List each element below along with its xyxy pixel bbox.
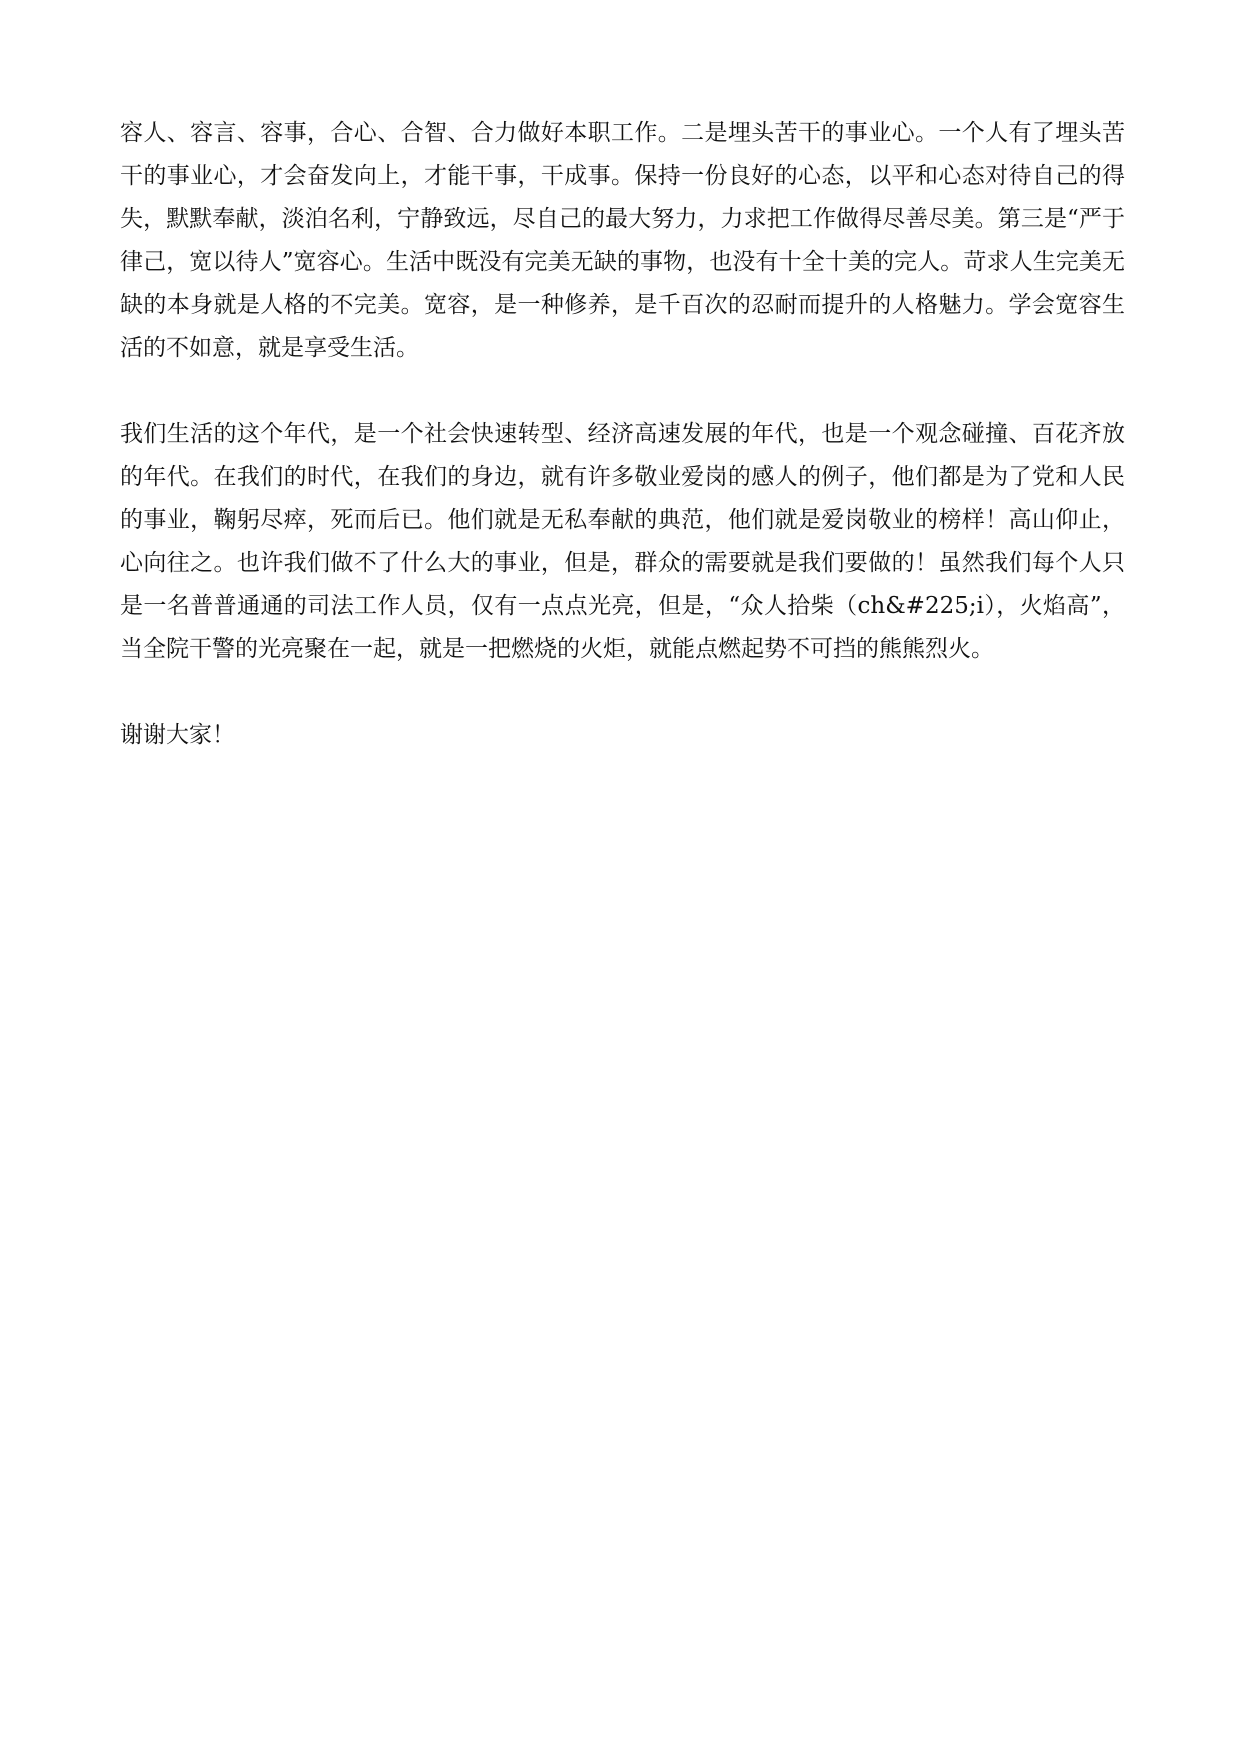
closing-thanks: 谢谢大家！ <box>120 722 235 748</box>
paragraph-era: 我们生活的这个年代，是一个社会快速转型、经济高速发展的年代，也是一个观念碰撞、百花齐放的年代。在我们的时代，在我们的身边，就有许多敬业爱岗的感人的例子，他们都是为了党和人民的事业，鞠躬尽瘁，死而后已。他们就是无私奉献的典范，他们就是爱岗敬业的榜样！高山仰止，心向往之。也许我们做不了什么大的事业，但是，群众的需要就是我们要做的！虽然我们每个人只是一名普普通通的司法工作人员，仅有一点点光亮，但是，“众人拾柴（ch&#225;i），火焰高”，当全院干警的光亮聚在一起，就是一把燃烧的火炬，就能点燃起势不可挡的熊熊烈火。 <box>120 421 1125 662</box>
paragraph-tolerance: 容人、容言、容事，合心、合智、合力做好本职工作。二是埋头苦干的事业心。一个人有了埋头苦干的事业心，才会奋发向上，才能干事，干成事。保持一份良好的心态，以平和心态对待自己的得失，默默奉献，淡泊名利，宁静致远，尽自己的最大努力，力求把工作做得尽善尽美。第三是“严于律己，宽以待人”宽容心。生活中既没有完美无缺的事物，也没有十全十美的完人。苛求人生完美无缺的本身就是人格的不完美。宽容，是一种修养，是千百次的忍耐而提升的人格魅力。学会宽容生活的不如意，就是享受生活。 <box>120 120 1125 361</box>
document-body <box>120 112 1125 757</box>
